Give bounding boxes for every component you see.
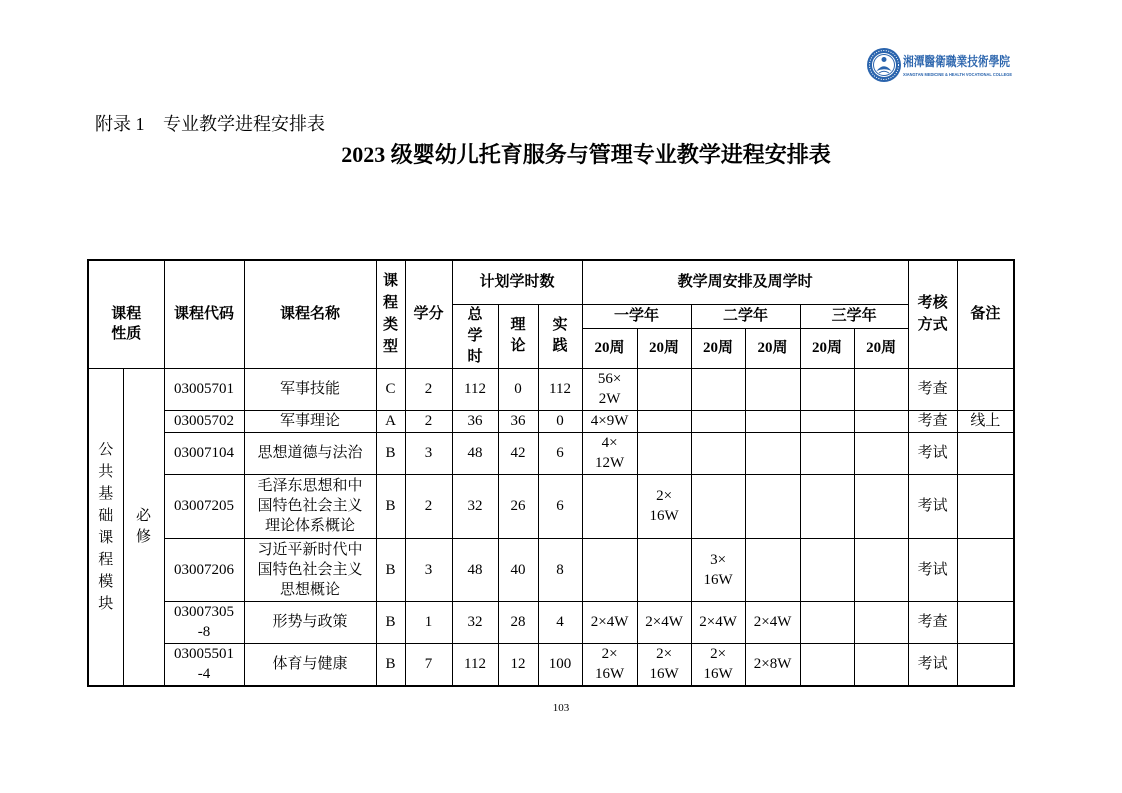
term-6-hours [854,474,908,538]
header-course-name: 课程名称 [244,260,376,368]
course-name-cell [244,432,376,474]
remarks [957,432,1014,474]
header-assessment-method: 考核方式 [908,260,957,368]
term-4-hours [745,432,800,474]
term-6-hours [854,368,908,410]
table-row [88,474,1014,538]
remarks [957,601,1014,643]
credits: 1 [405,601,452,643]
course-category-cell: 必修 [123,368,164,686]
course-name-cell [244,601,376,643]
term-3-hours: 2×4W [691,601,745,643]
course-name-cell [244,538,376,601]
term-2-hours: 2×4W [637,601,691,643]
remarks: 线上 [957,410,1014,432]
theory-hours: 28 [498,601,538,643]
header-term-5: 20周 [800,328,854,368]
term-6-hours [854,643,908,686]
term-1-hours [582,538,637,601]
term-3-hours [691,410,745,432]
practice-hours: 8 [538,538,582,601]
page-number: 103 [552,702,570,714]
theory-hours: 36 [498,410,538,432]
course-code: 03005702 [164,410,244,432]
appendix-label: 附录 1 [95,114,145,134]
remarks [957,538,1014,601]
header-course-code: 课程代码 [164,260,244,368]
credits: 2 [405,474,452,538]
course-name: 毛泽东思想和中国特色社会主义理论体系概论 [257,478,363,534]
table-row [88,643,1014,686]
header-theory-hours: 理论 [498,304,538,368]
course-name: 形势与政策 [272,614,348,630]
term-2-hours [637,432,691,474]
term-6-hours [854,432,908,474]
course-module-cell: 公共基础课程模块 [88,368,123,686]
theory-hours: 26 [498,474,538,538]
practice-hours: 100 [538,643,582,686]
assessment-method: 考查 [908,368,957,410]
header-weekly-schedule: 教学周安排及周学时 [582,260,908,304]
practice-hours: 6 [538,432,582,474]
term-1-hours: 56× 2W [582,368,637,410]
theory-hours: 12 [498,643,538,686]
header-credits: 学分 [405,260,452,368]
appendix-title: 专业教学进程安排表 [163,114,325,134]
total-hours: 48 [452,432,498,474]
course-name-cell [244,368,376,410]
course-code: 03007206 [164,538,244,601]
term-3-hours [691,474,745,538]
term-3-hours [691,432,745,474]
page-title: 2023 级婴幼儿托育服务与管理专业教学进程安排表 [341,142,831,167]
term-4-hours: 2×4W [745,601,800,643]
assessment-method: 考试 [908,643,957,686]
total-hours: 32 [452,474,498,538]
credits: 3 [405,538,452,601]
credits: 2 [405,368,452,410]
term-2-hours: 2× 16W [637,643,691,686]
term-3-hours: 2× 16W [691,643,745,686]
term-5-hours [800,410,854,432]
teaching-schedule-table [87,259,1015,687]
college-name-cn: 湘潭醫衛職業技術學院 [903,54,1010,69]
course-code: 03007104 [164,432,244,474]
course-code: 03005501 -4 [164,643,244,686]
term-4-hours [745,538,800,601]
course-name: 军事理论 [280,413,341,429]
course-type: B [376,538,405,601]
course-type: C [376,368,405,410]
header-term-4: 20周 [745,328,800,368]
table-row [88,601,1014,643]
table-row [88,538,1014,601]
assessment-method: 考试 [908,432,957,474]
header-year-3: 三学年 [800,304,908,328]
total-hours: 32 [452,601,498,643]
course-name: 习近平新时代中国特色社会主义思想概论 [257,541,363,598]
practice-hours: 4 [538,601,582,643]
header-term-6: 20周 [854,328,908,368]
theory-hours: 0 [498,368,538,410]
header-practice-hours: 实践 [538,304,582,368]
course-type: B [376,643,405,686]
remarks [957,643,1014,686]
header-total-hours: 总学时 [452,304,498,368]
course-name-cell [244,474,376,538]
term-5-hours [800,643,854,686]
term-2-hours: 2× 16W [637,474,691,538]
total-hours: 48 [452,538,498,601]
term-4-hours [745,368,800,410]
assessment-method: 考试 [908,538,957,601]
assessment-method: 考试 [908,474,957,538]
course-type: A [376,410,405,432]
header-term-2: 20周 [637,328,691,368]
term-5-hours [800,538,854,601]
total-hours: 112 [452,368,498,410]
term-2-hours [637,410,691,432]
assessment-method: 考查 [908,410,957,432]
course-type: B [376,474,405,538]
credits: 7 [405,643,452,686]
term-1-hours: 4× 12W [582,432,637,474]
total-hours: 36 [452,410,498,432]
header-planned-hours: 计划学时数 [452,260,582,304]
college-logo [864,46,1014,84]
total-hours: 112 [452,643,498,686]
term-1-hours: 2×4W [582,601,637,643]
term-2-hours [637,538,691,601]
term-3-hours: 3× 16W [691,538,745,601]
course-name-cell [244,643,376,686]
header-course-type: 课程类型 [376,260,405,368]
term-6-hours [854,601,908,643]
term-5-hours [800,474,854,538]
header-course-nature: 课程性质 [88,260,164,368]
header-term-1: 20周 [582,328,637,368]
term-1-hours: 4×9W [582,410,637,432]
course-name: 思想道德与法治 [257,445,363,461]
header-row [88,260,1014,304]
term-4-hours: 2×8W [745,643,800,686]
table-row [88,432,1014,474]
table-row [88,368,1014,410]
term-3-hours [691,368,745,410]
practice-hours: 0 [538,410,582,432]
assessment-method: 考查 [908,601,957,643]
remarks [957,368,1014,410]
theory-hours: 40 [498,538,538,601]
credits: 3 [405,432,452,474]
term-1-hours: 2× 16W [582,643,637,686]
course-code: 03005701 [164,368,244,410]
course-name: 体育与健康 [272,656,348,673]
practice-hours: 112 [538,368,582,410]
term-5-hours [800,368,854,410]
header-term-3: 20周 [691,328,745,368]
term-5-hours [800,432,854,474]
credits: 2 [405,410,452,432]
theory-hours: 42 [498,432,538,474]
practice-hours: 6 [538,474,582,538]
course-type: B [376,432,405,474]
header-remarks: 备注 [957,260,1014,368]
term-2-hours [637,368,691,410]
college-emblem-icon [867,48,901,82]
term-4-hours [745,410,800,432]
term-4-hours [745,474,800,538]
course-type: B [376,601,405,643]
term-1-hours [582,474,637,538]
remarks [957,474,1014,538]
course-code: 03007205 [164,474,244,538]
term-6-hours [854,410,908,432]
course-name-cell [244,410,376,432]
header-year-2: 二学年 [691,304,800,328]
header-year-1: 一学年 [582,304,691,328]
term-6-hours [854,538,908,601]
course-code: 03007305 -8 [164,601,244,643]
course-name: 军事技能 [280,381,341,397]
table-row [88,410,1014,432]
college-name-en: XIANGTAN MEDICINE & HEALTH VOCATIONAL COLLEGE [903,72,1012,77]
term-5-hours [800,601,854,643]
